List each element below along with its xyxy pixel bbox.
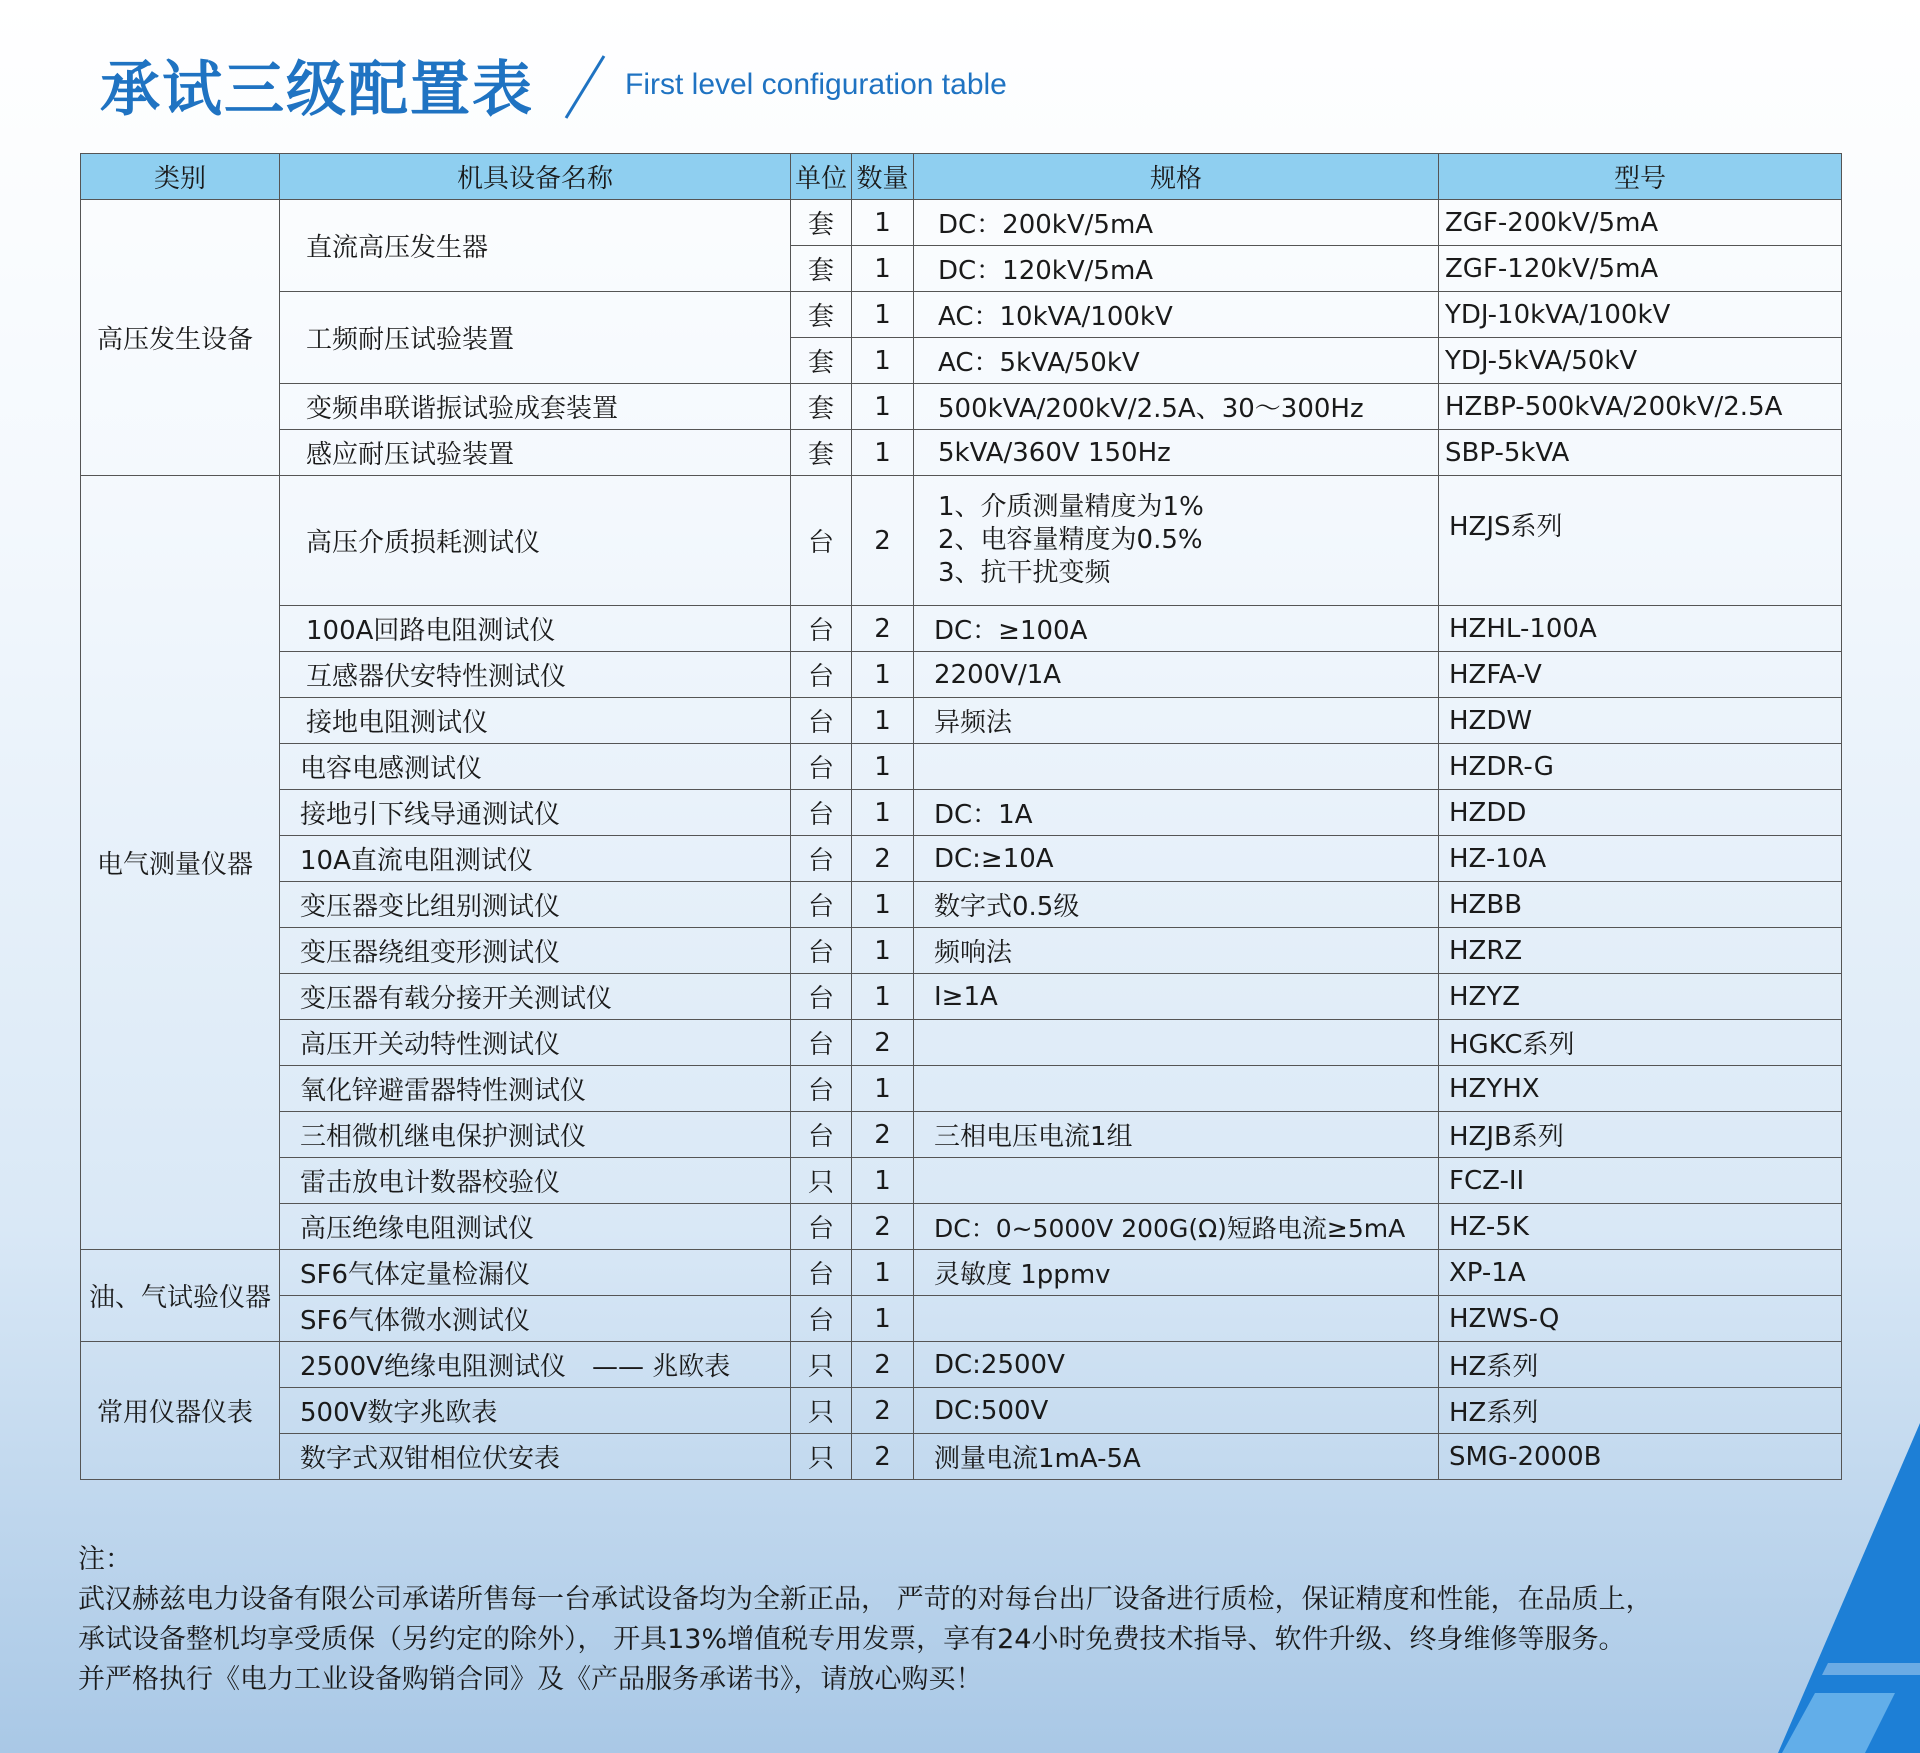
- equipment-name: 变压器有载分接开关测试仪: [280, 974, 791, 1020]
- table-row: [81, 882, 1842, 928]
- unit-cell: 台: [791, 974, 852, 1020]
- header-model: 型号: [1439, 154, 1842, 200]
- unit-cell: 台: [791, 1296, 852, 1342]
- qty-cell: 2: [852, 1388, 914, 1434]
- qty-cell: 2: [852, 1204, 914, 1250]
- page-subtitle: First level configuration table: [625, 68, 1007, 101]
- table-header-row: [81, 154, 1842, 200]
- table-row: [81, 1204, 1842, 1250]
- unit-cell: 只: [791, 1342, 852, 1388]
- qty-cell: 1: [852, 928, 914, 974]
- model-cell: XP-1A: [1439, 1250, 1842, 1296]
- spec-cell: 测量电流1mA-5A: [914, 1434, 1439, 1480]
- equipment-name: 雷击放电计数器校验仪: [280, 1158, 791, 1204]
- spec-cell: DC:≥10A: [914, 836, 1439, 882]
- unit-cell: 套: [791, 384, 852, 430]
- qty-cell: 1: [852, 744, 914, 790]
- qty-cell: 2: [852, 836, 914, 882]
- qty-cell: 1: [852, 430, 914, 476]
- table-row: [81, 200, 1842, 246]
- table-row: [81, 1250, 1842, 1296]
- equipment-name: 氧化锌避雷器特性测试仪: [280, 1066, 791, 1112]
- spec-cell: AC：10kVA/100kV: [914, 292, 1439, 338]
- header-unit: 单位: [791, 154, 852, 200]
- unit-cell: 台: [791, 928, 852, 974]
- model-cell: YDJ-5kVA/50kV: [1439, 338, 1842, 384]
- spec-cell: [914, 476, 1439, 606]
- equipment-name: 接地电阻测试仪: [280, 698, 791, 744]
- model-cell: SBP-5kVA: [1439, 430, 1842, 476]
- equipment-name: 数字式双钳相位伏安表: [280, 1434, 791, 1480]
- spec-line: 3、抗干扰变频: [938, 558, 1111, 588]
- table-row: [81, 476, 1842, 606]
- table-row: [81, 1296, 1842, 1342]
- equipment-name: 变压器绕组变形测试仪: [280, 928, 791, 974]
- equipment-name: 高压绝缘电阻测试仪: [280, 1204, 791, 1250]
- model-cell: HZ-10A: [1439, 836, 1842, 882]
- equipment-name: 接地引下线导通测试仪: [280, 790, 791, 836]
- equipment-name: 变压器变比组别测试仪: [280, 882, 791, 928]
- notes-label: 注：: [78, 1544, 132, 1575]
- table-row: [81, 606, 1842, 652]
- spec-cell: [914, 1158, 1439, 1204]
- model-cell: HZ-5K: [1439, 1204, 1842, 1250]
- qty-cell: 2: [852, 476, 914, 606]
- qty-cell: 1: [852, 1296, 914, 1342]
- table-row: [81, 744, 1842, 790]
- unit-cell: 台: [791, 790, 852, 836]
- spec-cell: [914, 744, 1439, 790]
- spec-cell: 500kVA/200kV/2.5A、30～300Hz: [914, 384, 1439, 430]
- equipment-name: 高压介质损耗测试仪: [280, 476, 791, 606]
- qty-cell: 1: [852, 882, 914, 928]
- qty-cell: 2: [852, 606, 914, 652]
- qty-cell: 2: [852, 1342, 914, 1388]
- table-row: [81, 1112, 1842, 1158]
- equipment-name: SF6气体定量检漏仪: [280, 1250, 791, 1296]
- model-cell: HZDD: [1439, 790, 1842, 836]
- notes-line: 承试设备整机均享受质保（另约定的除外）， 开具13%增值税专用发票，享有24小时免费技术指导、软件升级、终身维修等服务。: [78, 1624, 1626, 1655]
- unit-cell: 台: [791, 652, 852, 698]
- category-cell: 常用仪器仪表: [81, 1342, 280, 1480]
- equipment-name: 500V数字兆欧表: [280, 1388, 791, 1434]
- category-cell: 高压发生设备: [81, 200, 280, 476]
- table-row: [81, 292, 1842, 338]
- spec-cell: DC:500V: [914, 1388, 1439, 1434]
- category-cell: 油、气试验仪器: [81, 1250, 280, 1342]
- spec-cell: 三相电压电流1组: [914, 1112, 1439, 1158]
- spec-cell: [914, 1020, 1439, 1066]
- unit-cell: 台: [791, 698, 852, 744]
- table-row: [81, 652, 1842, 698]
- table-row: [81, 928, 1842, 974]
- model-cell: HZBB: [1439, 882, 1842, 928]
- unit-cell: 台: [791, 1066, 852, 1112]
- unit-cell: 台: [791, 476, 852, 606]
- qty-cell: 2: [852, 1112, 914, 1158]
- qty-cell: 1: [852, 338, 914, 384]
- spec-cell: [914, 1296, 1439, 1342]
- title-divider: [560, 52, 610, 122]
- spec-cell: DC：120kV/5mA: [914, 246, 1439, 292]
- unit-cell: 套: [791, 430, 852, 476]
- category-cell: 电气测量仪器: [81, 476, 280, 1250]
- spec-cell: 数字式0.5级: [914, 882, 1439, 928]
- qty-cell: 1: [852, 384, 914, 430]
- spec-cell: I≥1A: [914, 974, 1439, 1020]
- notes-line: 并严格执行《电力工业设备购销合同》及《产品服务承诺书》，请放心购买！: [78, 1664, 983, 1695]
- model-cell: YDJ-10kVA/100kV: [1439, 292, 1842, 338]
- spec-cell: DC：200kV/5mA: [914, 200, 1439, 246]
- unit-cell: 台: [791, 1112, 852, 1158]
- equipment-name: 直流高压发生器: [280, 200, 791, 292]
- unit-cell: 台: [791, 836, 852, 882]
- table-row: [81, 1434, 1842, 1480]
- model-cell: HZJS系列: [1439, 476, 1842, 606]
- qty-cell: 2: [852, 1020, 914, 1066]
- equipment-name: 10A直流电阻测试仪: [280, 836, 791, 882]
- qty-cell: 1: [852, 1158, 914, 1204]
- model-cell: HZRZ: [1439, 928, 1842, 974]
- table-row: [81, 836, 1842, 882]
- qty-cell: 1: [852, 790, 914, 836]
- unit-cell: 套: [791, 200, 852, 246]
- equipment-name: 感应耐压试验装置: [280, 430, 791, 476]
- spec-cell: DC：≥100A: [914, 606, 1439, 652]
- spec-cell: DC：0~5000V 200G(Ω)短路电流≥5mA: [914, 1204, 1439, 1250]
- table-row: [81, 1020, 1842, 1066]
- unit-cell: 台: [791, 1020, 852, 1066]
- qty-cell: 1: [852, 698, 914, 744]
- spec-cell: 灵敏度 1ppmv: [914, 1250, 1439, 1296]
- header-qty: 数量: [852, 154, 914, 200]
- qty-cell: 1: [852, 1066, 914, 1112]
- unit-cell: 台: [791, 1204, 852, 1250]
- qty-cell: 1: [852, 652, 914, 698]
- model-cell: HZYZ: [1439, 974, 1842, 1020]
- unit-cell: 只: [791, 1388, 852, 1434]
- equipment-name: 高压开关动特性测试仪: [280, 1020, 791, 1066]
- unit-cell: 台: [791, 744, 852, 790]
- spec-line: 1、介质测量精度为1%: [938, 492, 1204, 522]
- spec-cell: DC：1A: [914, 790, 1439, 836]
- model-cell: ZGF-120kV/5mA: [1439, 246, 1842, 292]
- qty-cell: 1: [852, 200, 914, 246]
- spec-cell: AC：5kVA/50kV: [914, 338, 1439, 384]
- model-cell: HZWS-Q: [1439, 1296, 1842, 1342]
- equipment-name: 工频耐压试验装置: [280, 292, 791, 384]
- qty-cell: 1: [852, 974, 914, 1020]
- model-cell: HZFA-V: [1439, 652, 1842, 698]
- table-row: [81, 1342, 1842, 1388]
- spec-line: 2、电容量精度为0.5%: [938, 525, 1203, 555]
- spec-cell: DC:2500V: [914, 1342, 1439, 1388]
- unit-cell: 套: [791, 292, 852, 338]
- model-cell: HZ系列: [1439, 1388, 1842, 1434]
- equipment-name: 2500V绝缘电阻测试仪 —— 兆欧表: [280, 1342, 791, 1388]
- model-cell: SMG-2000B: [1439, 1434, 1842, 1480]
- spec-cell: 2200V/1A: [914, 652, 1439, 698]
- table-row: [81, 1066, 1842, 1112]
- table-row: [81, 1158, 1842, 1204]
- model-cell: HZHL-100A: [1439, 606, 1842, 652]
- qty-cell: 2: [852, 1434, 914, 1480]
- qty-cell: 1: [852, 1250, 914, 1296]
- table-row: [81, 1388, 1842, 1434]
- unit-cell: 只: [791, 1434, 852, 1480]
- model-cell: HZDW: [1439, 698, 1842, 744]
- unit-cell: 台: [791, 1250, 852, 1296]
- unit-cell: 台: [791, 606, 852, 652]
- qty-cell: 1: [852, 246, 914, 292]
- equipment-name: 三相微机继电保护测试仪: [280, 1112, 791, 1158]
- table-row: [81, 384, 1842, 430]
- qty-cell: 1: [852, 292, 914, 338]
- config-table: [80, 153, 1842, 1480]
- spec-cell: 5kVA/360V 150Hz: [914, 430, 1439, 476]
- table-row: [81, 698, 1842, 744]
- header-category: 类别: [81, 154, 280, 200]
- equipment-name: 100A回路电阻测试仪: [280, 606, 791, 652]
- model-cell: FCZ-II: [1439, 1158, 1842, 1204]
- spec-cell: [914, 1066, 1439, 1112]
- header-spec: 规格: [914, 154, 1439, 200]
- equipment-name: 变频串联谐振试验成套装置: [280, 384, 791, 430]
- corner-decoration: [1720, 1423, 1920, 1753]
- table-row: [81, 790, 1842, 836]
- equipment-name: SF6气体微水测试仪: [280, 1296, 791, 1342]
- equipment-name: 互感器伏安特性测试仪: [280, 652, 791, 698]
- notes-line: 武汉赫兹电力设备有限公司承诺所售每一台承试设备均为全新正品， 严苛的对每台出厂设备进行质检，保证精度和性能，在品质上，: [78, 1584, 1653, 1615]
- header-name: 机具设备名称: [280, 154, 791, 200]
- table-row: [81, 430, 1842, 476]
- model-cell: HZJB系列: [1439, 1112, 1842, 1158]
- notes-section: [78, 1540, 1653, 1700]
- spec-cell: 异频法: [914, 698, 1439, 744]
- model-cell: HZ系列: [1439, 1342, 1842, 1388]
- equipment-name: 电容电感测试仪: [280, 744, 791, 790]
- unit-cell: 台: [791, 882, 852, 928]
- model-cell: HZBP-500kVA/200kV/2.5A: [1439, 384, 1842, 430]
- model-cell: HZDR-G: [1439, 744, 1842, 790]
- model-cell: HZYHX: [1439, 1066, 1842, 1112]
- model-cell: HGKC系列: [1439, 1020, 1842, 1066]
- spec-cell: 频响法: [914, 928, 1439, 974]
- page-title: 承试三级配置表: [100, 55, 534, 125]
- model-cell: ZGF-200kV/5mA: [1439, 200, 1842, 246]
- unit-cell: 只: [791, 1158, 852, 1204]
- unit-cell: 套: [791, 246, 852, 292]
- table-row: [81, 974, 1842, 1020]
- unit-cell: 套: [791, 338, 852, 384]
